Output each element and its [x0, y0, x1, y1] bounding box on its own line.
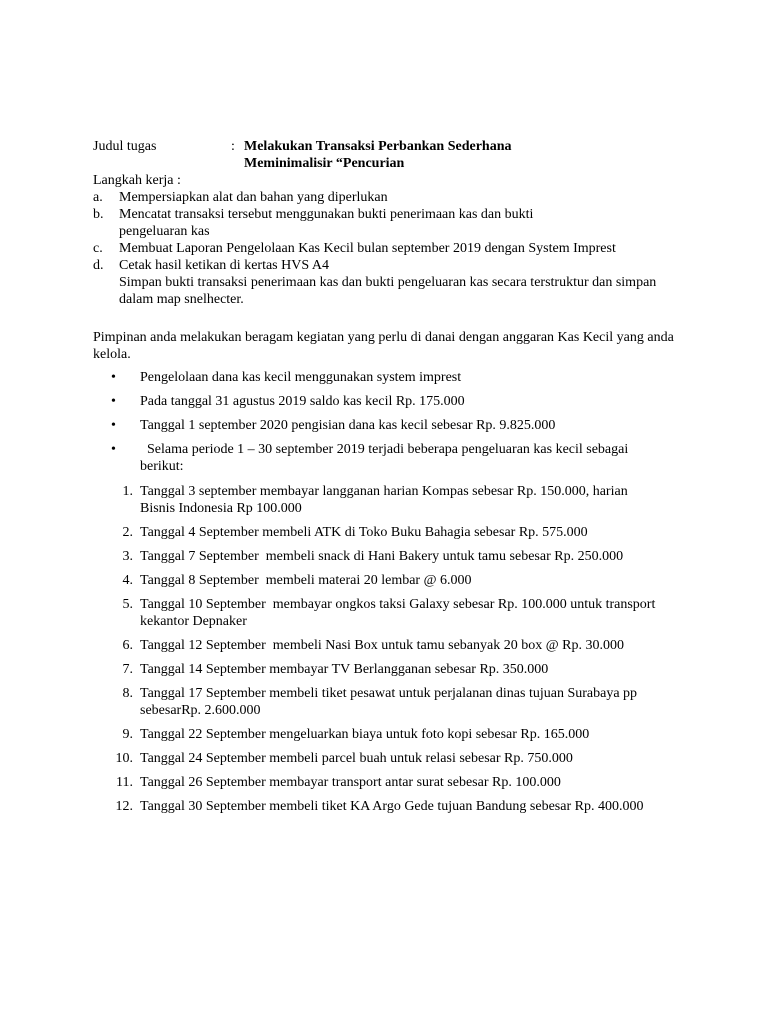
- work-steps: [93, 172, 683, 308]
- transaction-text: Tanggal 4 September membeli ATK di Toko Buku Bahagia sebesar Rp. 575.000: [140, 525, 588, 540]
- transaction-text: Tanggal 30 September membeli tiket KA Argo Gede tujuan Bandung sebesar Rp. 400.000: [140, 799, 644, 814]
- transaction-item: [93, 774, 683, 791]
- work-step-text: Cetak hasil ketikan di kertas HVS A4: [119, 258, 329, 273]
- transaction-text: Tanggal 26 September membayar transport antar surat sebesar Rp. 100.000: [140, 775, 561, 790]
- transaction-text: Tanggal 22 September mengeluarkan biaya untuk foto kopi sebesar Rp. 165.000: [140, 727, 590, 742]
- bullet-glyph: •: [111, 442, 116, 457]
- transaction-item: [93, 726, 683, 743]
- transaction-number: 1.: [122, 484, 133, 499]
- work-step-text: Mempersiapkan alat dan bahan yang diperlukan: [119, 190, 388, 205]
- title-colon: :: [231, 139, 235, 154]
- transaction-number: 6.: [122, 638, 133, 653]
- work-steps-heading: Langkah kerja :: [93, 173, 181, 188]
- assignment-title: [244, 138, 684, 172]
- transaction-list: [93, 483, 683, 822]
- work-step: [93, 257, 683, 274]
- work-step-letter: c.: [93, 241, 103, 256]
- transaction-item: [93, 572, 683, 589]
- transaction-text: Tanggal 8 September membeli materai 20 lembar @ 6.000: [140, 573, 472, 588]
- intro-paragraph: Pimpinan anda melakukan beragam kegiatan yang perlu di danai dengan anggaran Kas Kecil yang anda kelola.: [93, 330, 674, 362]
- info-bullet-list: [93, 369, 683, 482]
- work-step-letter: a.: [93, 190, 103, 205]
- work-step: [93, 206, 683, 240]
- bullet-item: [93, 393, 683, 410]
- title-label: Judul tugas: [93, 139, 157, 154]
- transaction-number: 9.: [122, 727, 133, 742]
- transaction-number: 12.: [115, 799, 133, 814]
- transaction-item: [93, 596, 683, 630]
- transaction-text: Tanggal 24 September membeli parcel buah untuk relasi sebesar Rp. 750.000: [140, 751, 573, 766]
- bullet-glyph: •: [111, 394, 116, 409]
- transaction-number: 10.: [115, 751, 133, 766]
- transaction-text: Tanggal 7 September membeli snack di Hani Bakery untuk tamu sebesar Rp. 250.000: [140, 549, 624, 564]
- transaction-item: [93, 685, 683, 719]
- work-step: [93, 240, 683, 257]
- transaction-text: Tanggal 14 September membayar TV Berlangganan sebesar Rp. 350.000: [140, 662, 549, 677]
- transaction-item: [93, 750, 683, 767]
- transaction-text: Tanggal 12 September membeli Nasi Box untuk tamu sebanyak 20 box @ Rp. 30.000: [140, 638, 624, 653]
- transaction-item: [93, 661, 683, 678]
- bullet-text: Pengelolaan dana kas kecil menggunakan system imprest: [140, 370, 462, 385]
- bullet-text: Pada tanggal 31 agustus 2019 saldo kas kecil Rp. 175.000: [140, 394, 465, 409]
- work-step: [93, 189, 683, 206]
- assignment-title-line-2: Meminimalisir “Pencurian: [244, 156, 405, 171]
- work-step-letter: b.: [93, 207, 104, 222]
- transaction-number: 7.: [122, 662, 133, 677]
- transaction-item: [93, 524, 683, 541]
- transaction-number: 2.: [122, 525, 133, 540]
- transaction-number: 11.: [116, 775, 133, 790]
- transaction-number: 4.: [122, 573, 133, 588]
- transaction-item: [93, 637, 683, 654]
- bullet-item: [93, 441, 683, 475]
- transaction-number: 8.: [122, 686, 133, 701]
- transaction-item: [93, 548, 683, 565]
- bullet-text: Tanggal 1 september 2020 pengisian dana kas kecil sebesar Rp. 9.825.000: [140, 418, 556, 433]
- transaction-number: 3.: [122, 549, 133, 564]
- transaction-text: Tanggal 10 September membayar ongkos taksi Galaxy sebesar Rp. 100.000 untuk transport kekantor Depnaker: [140, 597, 659, 629]
- transaction-item: [93, 798, 683, 815]
- bullet-text: Selama periode 1 – 30 september 2019 terjadi beberapa pengeluaran kas kecil sebagai berikut:: [140, 442, 632, 474]
- transaction-text: Tanggal 3 september membayar langganan harian Kompas sebesar Rp. 150.000, harian Bisnis Indonesia Rp 100.000: [140, 484, 628, 516]
- work-step-text: Membuat Laporan Pengelolaan Kas Kecil bulan september 2019 dengan System Imprest: [119, 241, 616, 256]
- bullet-glyph: •: [111, 370, 116, 385]
- bullet-glyph: •: [111, 418, 116, 433]
- work-step-text: Mencatat transaksi tersebut menggunakan bukti penerimaan kas dan bukti pengeluaran kas: [119, 207, 534, 239]
- assignment-title-line-1: Melakukan Transaksi Perbankan Sederhana: [244, 139, 512, 154]
- transaction-number: 5.: [122, 597, 133, 612]
- bullet-item: [93, 369, 683, 386]
- transaction-text: Tanggal 17 September membeli tiket pesawat untuk perjalanan dinas tujuan Surabaya pp sebesarRp. 2.600.000: [140, 686, 638, 718]
- transaction-item: [93, 483, 683, 517]
- bullet-item: [93, 417, 683, 434]
- work-step-letter: d.: [93, 258, 104, 273]
- work-steps-note: Simpan bukti transaksi penerimaan kas dan bukti pengeluaran kas secara terstruktur dan simpan dalam map snelhecter.: [119, 275, 657, 307]
